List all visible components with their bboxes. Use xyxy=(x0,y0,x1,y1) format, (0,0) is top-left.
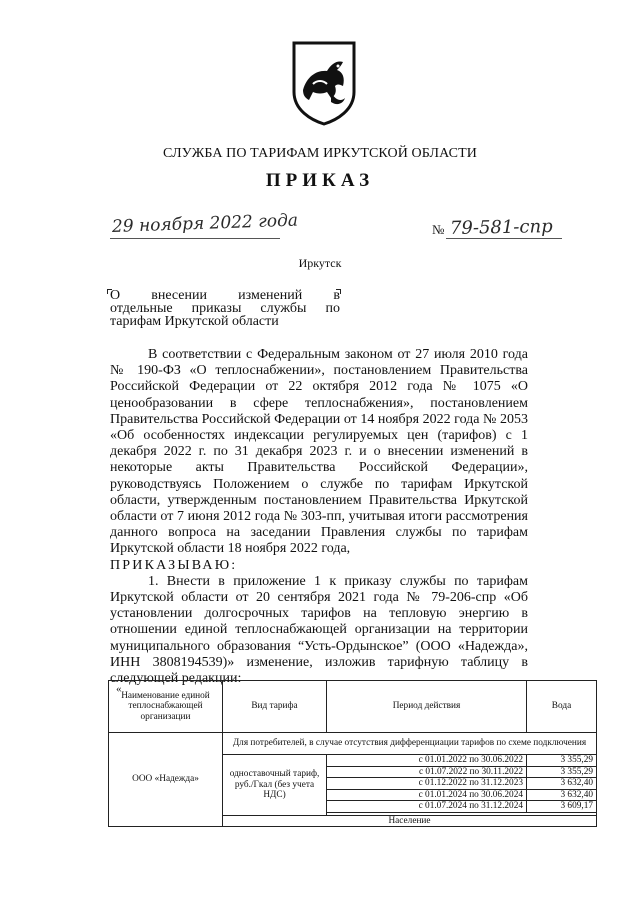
value-cell: 3 355,29 xyxy=(527,766,597,778)
coat-of-arms-emblem xyxy=(291,40,357,126)
order-body xyxy=(110,347,528,687)
subject-line: тарифам Иркутской области xyxy=(110,314,279,329)
section-no-differentiation: Для потребителей, в случае отсутствия дифференциации тарифов по схеме подключения xyxy=(223,733,597,755)
value-cell: 3 609,17 xyxy=(527,801,597,813)
order-subject xyxy=(110,289,340,328)
table-header-row xyxy=(109,681,597,733)
table-section-row xyxy=(109,733,597,755)
tariff-table xyxy=(108,680,597,827)
header-water: Вода xyxy=(527,681,597,733)
date-underline xyxy=(110,238,280,239)
period-cell: с 01.07.2024 по 31.12.2024 xyxy=(327,801,527,813)
tariff-desc-cell: одноставочный тариф, руб./Гкал (без учета НДС) xyxy=(223,755,327,816)
org-name-cell: ООО «Надежда» xyxy=(109,733,223,827)
city-name: Иркутск xyxy=(298,256,342,270)
header-org: Наименование единой теплоснабжающей организации xyxy=(109,681,223,733)
header-period: Период действия xyxy=(327,681,527,733)
period-cell: с 01.01.2024 по 30.06.2024 xyxy=(327,789,527,801)
order-word: ПРИКАЗЫВАЮ: xyxy=(110,557,238,573)
handwritten-order-number: 79-581-спр xyxy=(449,216,553,239)
period-cell: с 01.01.2022 по 30.06.2022 xyxy=(327,755,527,767)
handwritten-date: 29 ноября 2022 года xyxy=(111,210,299,237)
value-cell: 3 632,40 xyxy=(527,778,597,790)
subject-line: отдельные приказы службы по xyxy=(110,301,340,316)
subject-line: О внесении изменений в xyxy=(110,288,340,303)
preamble-paragraph: В соответствии с Федеральным законом от 27 июля 2010 года № 190-ФЗ «О теплоснабжении», постановлением Правительства Российской Федерации от 22 октября 2012 года № 1075 «О ценообразовании в сфере теплоснабжения», постановлением Правительства Российской Федерации от 14 ноября 2022 года № 2053 «Об особенностях индексации регулируемых цен (тарифов) с 1 декабря 2022 г. по 31 декабря 2023 г. и о внесении изменений в некоторые акты Правительства Российской Федерации», руководствуясь Положением о службе по тарифам Иркутской области, утвержденным постановлением Правительства Иркутской области от 7 июня 2012 года № 303-пп, учитывая итоги рассмотрения данного вопроса на заседании Правления службы по тарифам Иркутской области 18 ноября 2022 года, xyxy=(110,347,528,557)
agency-name: СЛУЖБА ПО ТАРИФАМ ИРКУТСКОЙ ОБЛАСТИ xyxy=(163,146,477,161)
number-sign: № xyxy=(432,222,445,237)
value-cell: 3 632,40 xyxy=(527,789,597,801)
period-cell: с 01.12.2022 по 31.12.2023 xyxy=(327,778,527,790)
table-open-quote: « xyxy=(116,683,122,695)
document-title: ПРИКАЗ xyxy=(265,170,375,191)
number-underline xyxy=(446,238,562,239)
period-cell: с 01.07.2022 по 30.11.2022 xyxy=(327,766,527,778)
value-cell: 3 355,29 xyxy=(527,755,597,767)
header-tariff-type: Вид тарифа xyxy=(223,681,327,733)
section-population: Население xyxy=(223,815,597,827)
item-1-paragraph: 1. Внести в приложение 1 к приказу службы по тарифам Иркутской области от 20 сентября 2021 года № 79-206-спр «Об установлении долгосрочных тарифов на тепловую энергию в отношении единой теплоснабжающей организации на территории муниципального образования “Усть-Ордынское” (ООО «Надежда», ИНН 3808194539)» изменение, изложив тарифную таблицу в следующей редакции: xyxy=(110,573,528,687)
